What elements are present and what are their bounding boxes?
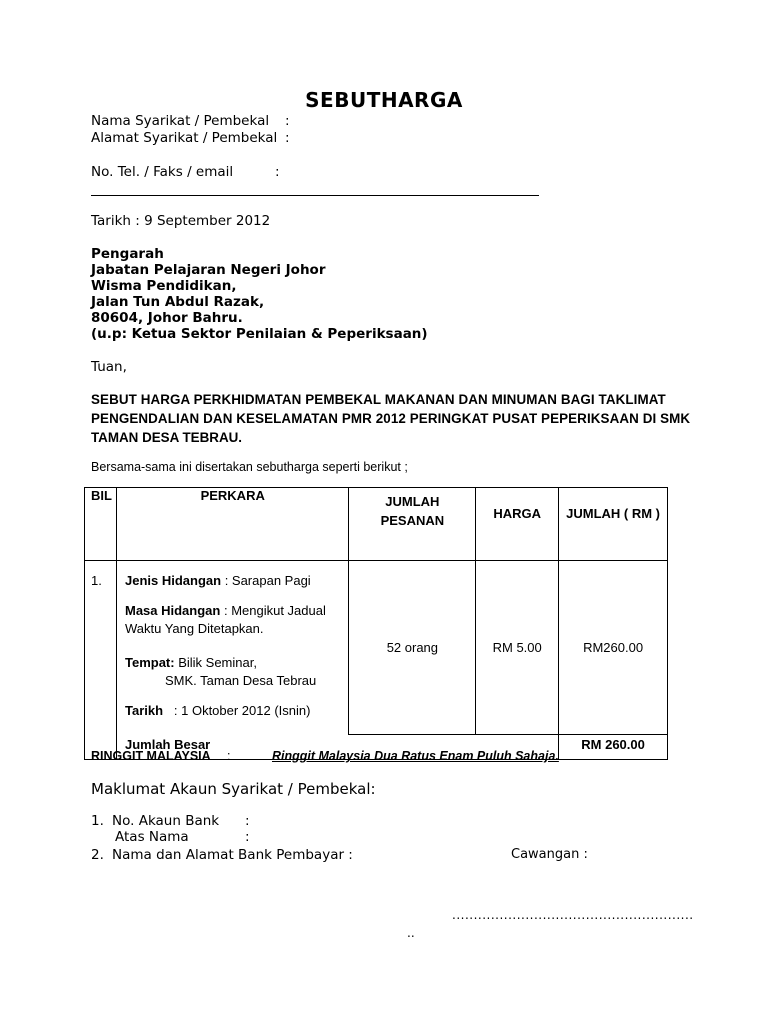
ringgit-label: RINGGIT MALAYSIA (91, 749, 211, 763)
signature-line-tail: .. (407, 926, 415, 940)
recipient-line: Jalan Tun Abdul Razak, (91, 294, 265, 310)
recipient-line: Wisma Pendidikan, (91, 278, 237, 294)
bank-heading: Maklumat Akaun Syarikat / Pembekal: (91, 780, 376, 798)
header-perkara: PERKARA (116, 488, 348, 561)
recipient-line: 80604, Johor Bahru. (91, 310, 243, 326)
jenis-hidangan-label: Jenis Hidangan (124, 573, 222, 588)
subject-line: SEBUT HARGA PERKHIDMATAN PEMBEKAL MAKANAN DAN MINUMAN BAGI TAKLIMAT (91, 392, 666, 407)
header-jumlah-pesanan-line: JUMLAH (385, 494, 440, 509)
bank-account-label: No. Akaun Bank (112, 813, 220, 829)
supplier-contact-label: No. Tel. / Faks / email (91, 164, 234, 180)
supplier-address-colon: : (285, 130, 290, 146)
table-header-row (85, 488, 668, 561)
recipient-line: Pengarah (91, 246, 164, 262)
masa-hidangan-value: : Mengikut Jadual (223, 603, 326, 618)
jenis-hidangan-value: : Sarapan Pagi (224, 573, 311, 588)
document-title: SEBUTHARGA (305, 88, 463, 112)
row-bil: 1. (85, 561, 117, 735)
row-jumlah: RM260.00 (559, 561, 668, 735)
recipient-line: (u.p: Ketua Sektor Penilaian & Peperiksaan) (91, 326, 428, 342)
bank-item-2-number: 2. (91, 847, 104, 863)
date-line: Tarikh : 9 September 2012 (91, 213, 271, 229)
signature-line: ........................................................ (452, 908, 694, 922)
tempat-value-2: SMK. Taman Desa Tebrau (164, 673, 317, 688)
bank-item-1-number: 1. (91, 813, 104, 829)
tarikh-value: : 1 Oktober 2012 (Isnin) (173, 703, 311, 718)
subject-line: PENGENDALIAN DAN KESELAMATAN PMR 2012 PERINGKAT PUSAT PEPERIKSAAN DI SMK (91, 411, 691, 426)
supplier-contact-colon: : (275, 164, 280, 180)
supplier-name-colon: : (285, 113, 290, 129)
header-harga: HARGA (476, 488, 559, 561)
salutation: Tuan, (91, 359, 127, 375)
quotation-table (84, 487, 668, 760)
total-label: Jumlah Besar (116, 734, 558, 759)
header-jumlah-pesanan-line: PESANAN (380, 513, 445, 528)
cawangan-label: Cawangan : (511, 847, 588, 862)
header-jumlah-pesanan (349, 488, 476, 561)
ringgit-colon: : (227, 749, 231, 763)
row-harga: RM 5.00 (476, 561, 559, 735)
masa-hidangan-label: Masa Hidangan (124, 603, 221, 618)
bank-name-address-label: Nama dan Alamat Bank Pembayar : (112, 847, 353, 863)
supplier-address-label: Alamat Syarikat / Pembekal (91, 130, 278, 146)
contact-rule (91, 195, 539, 196)
atas-nama-colon: : (245, 829, 250, 845)
atas-nama-label: Atas Nama (115, 829, 189, 845)
recipient-line: Jabatan Pelajaran Negeri Johor (91, 262, 326, 278)
intro-text: Bersama-sama ini disertakan sebutharga seperti berikut ; (91, 460, 408, 474)
tempat-label: Tempat: (124, 655, 175, 670)
subject-line: TAMAN DESA TEBRAU. (91, 430, 243, 445)
table-row (85, 561, 668, 735)
tempat-value: Bilik Seminar, (174, 655, 257, 670)
bank-account-colon: : (245, 813, 250, 829)
masa-hidangan-value-2: Waktu Yang Ditetapkan. (124, 621, 264, 636)
ringgit-words: Ringgit Malaysia Dua Ratus Enam Puluh Sahaja. (272, 749, 559, 763)
supplier-name-label: Nama Syarikat / Pembekal (91, 113, 270, 129)
header-jumlah-rm: JUMLAH ( RM ) (559, 488, 668, 561)
total-value: RM 260.00 (559, 734, 668, 759)
row-pesanan: 52 orang (349, 561, 476, 735)
row-perkara (116, 561, 348, 735)
header-bil: BIL (85, 488, 117, 561)
tarikh-label: Tarikh (124, 703, 164, 718)
